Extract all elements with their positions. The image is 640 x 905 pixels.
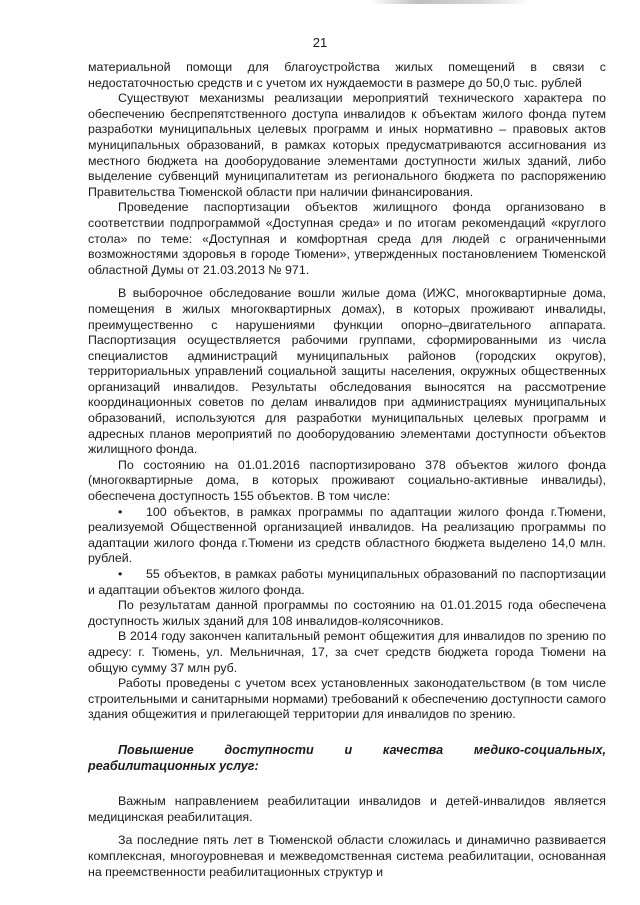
paragraph-survey: В выборочное обследование вошли жилые дома (ИЖС, многоквартирные дома, помещения в жилых многоквартирных домах), в которых проживают инвалиды, преимущественно с нарушениями функции опорно–двигательного аппарата. Паспортизация осуществляется рабочими группами, сформированными из числа специалистов администраций муниципальных районов (городских округов), территориальных управлений социальной защиты населения, окружных общественных организаций инвалидов. Результаты обследования выносятся на рассмотрение координационных советов по делам инвалидов при администрациях муниципальных образований, используются для разработки муниципальных целевых программ и адресных планов мероприятий по дооборудованию элементами доступности объектов жилищного фонда. — [88, 286, 606, 457]
paragraph-mechanisms: Существуют механизмы реализации мероприятий технического характера по обеспечению беспрепятственного доступа инвалидов к объектам жилого фонда путем разработки муниципальных целевых программ и иных нормативно – правовых актов муниципальных образований, в рамках которых предусматриваются ассигнования из местного бюджета на дооборудование элементами доступности жилых зданий, либо выделение субвенций муниципалитетам из регионального бюджета по распоряжению Правительства Тюменской области при наличии финансирования. — [88, 91, 606, 199]
paragraph-medical-rehab: Важным направлением реабилитации инвалидов и детей-инвалидов является медицинская реабилитация. — [88, 794, 606, 824]
page-number: 21 — [312, 35, 328, 50]
section-heading: Повышение доступности и качества медико-социальных, реабилитационных услуг: — [88, 742, 606, 773]
paragraph-works-standards: Работы проведены с учетом всех установленных законодательством (в том числе строительными и санитарными нормами) требований к обеспечению доступности самого здания общежития и прилегающей территории для инвалидов по зрению. — [88, 676, 606, 722]
bullet-icon: • — [118, 567, 123, 581]
bullet-text: 55 объектов, в рамках работы муниципальных образований по паспортизации и адаптации объектов жилого фонда. — [88, 567, 606, 597]
document-body — [88, 60, 606, 880]
section-heading-block — [88, 743, 606, 774]
bullet-item-55-objects — [88, 567, 606, 598]
scan-artifact — [370, 0, 530, 4]
bullet-text: 100 объектов, в рамках программы по адаптации жилого фонда г.Тюмени, реализуемой Общественной организацией инвалидов. На реализацию программы по адаптации жилого фонда г.Тюмени из средств областного бюджета выделено 14,0 млн. рублей. — [88, 504, 606, 566]
paragraph-material-aid: материальной помощи для благоустройства жилых помещений в связи с недостаточностью средств и с учетом их нуждаемости в размере до 50,0 тыс. рублей — [88, 60, 606, 90]
paragraph-rehab-system: За последние пять лет в Тюменской области сложилась и динамично развивается комплексная, многоуровневая и межведомственная система реабилитации, основанная на преемственности реабилитационных структур и — [88, 833, 606, 879]
paragraph-passportization: Проведение паспортизации объектов жилищного фонда организовано в соответствии подпрограммой «Доступная среда» и по итогам рекомендаций «круглого стола» по теме: «Доступная и комфортная среда для людей с ограниченными возможностями здоровья в городе Тюмени», утвержденных постановлением Тюменской областной Думы от 21.03.2013 № 971. — [88, 200, 606, 277]
paragraph-dormitory-repair: В 2014 году закончен капитальный ремонт общежития для инвалидов по зрению по адресу: г. Тюмень, ул. Мельничная, 17, за счет средств бюджета города Тюмени на общую сумму 37 млн руб. — [88, 629, 606, 675]
bullet-icon: • — [118, 504, 123, 519]
paragraph-results-2015: По результатам данной программы по состоянию на 01.01.2015 года обеспечена доступность жилых зданий для 108 инвалидов-колясочников. — [88, 598, 606, 628]
bullet-item-100-objects — [88, 505, 606, 567]
paragraph-status-2016: По состоянию на 01.01.2016 паспортизировано 378 объектов жилого фонда (многоквартирные дома, в которых проживают социально-активные инвалиды), обеспечена доступность 155 объектов. В том числе: — [88, 457, 606, 504]
